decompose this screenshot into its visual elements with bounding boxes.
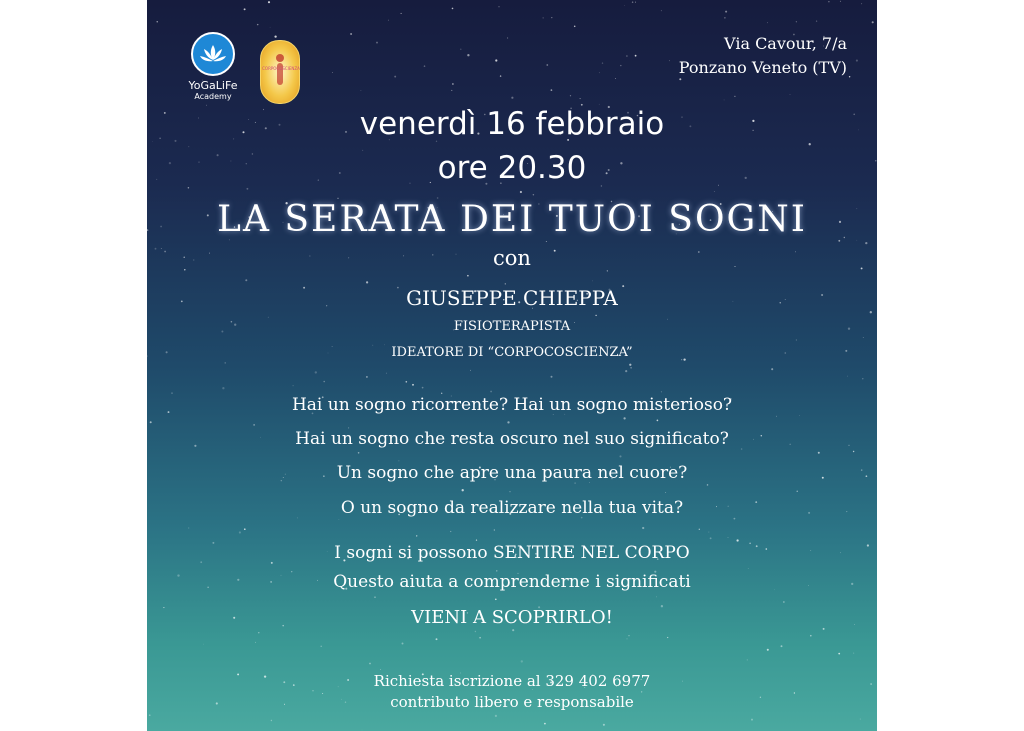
question-line: Hai un sogno che resta oscuro nel suo significato?: [295, 429, 729, 449]
star: [635, 55, 637, 57]
event-poster: [147, 0, 877, 731]
star: [551, 17, 552, 18]
star: [150, 421, 152, 423]
star: [470, 370, 471, 371]
star: [748, 568, 749, 569]
star: [632, 1, 633, 2]
star: [388, 20, 389, 21]
star: [796, 339, 797, 340]
star: [358, 452, 360, 454]
star: [853, 653, 854, 654]
star: [406, 381, 408, 383]
star: [332, 72, 333, 73]
star: [724, 99, 725, 100]
star: [386, 373, 387, 374]
star: [293, 385, 294, 386]
star: [511, 97, 513, 99]
question-line: Un sogno che apre una paura nel cuore?: [336, 463, 688, 483]
star: [665, 492, 666, 493]
star: [467, 54, 469, 56]
star: [315, 371, 317, 373]
star: [495, 59, 497, 61]
address: [679, 32, 847, 80]
star: [767, 649, 769, 651]
star: [380, 669, 381, 670]
star: [863, 337, 864, 338]
star: [253, 424, 255, 426]
star: [244, 8, 246, 10]
event-date: venerdì 16 febbraio: [359, 106, 665, 142]
star: [626, 55, 628, 57]
star: [424, 65, 426, 67]
star: [461, 49, 462, 50]
star: [500, 75, 501, 76]
star: [840, 1, 841, 2]
star: [767, 22, 768, 23]
star: [369, 663, 371, 665]
star: [475, 631, 476, 632]
star: [861, 3, 862, 4]
star: [623, 417, 625, 419]
star: [751, 719, 753, 721]
star: [203, 644, 204, 645]
star: [657, 420, 659, 422]
with-label: con: [493, 246, 531, 270]
yogalife-name: YoGaLiFe: [188, 79, 238, 92]
star: [747, 659, 748, 660]
star: [467, 275, 469, 277]
star: [149, 714, 151, 716]
star: [771, 368, 773, 370]
star: [856, 60, 858, 62]
star: [274, 35, 276, 37]
star: [495, 598, 497, 600]
star: [656, 597, 657, 598]
star: [624, 5, 625, 6]
question-line: O un sogno da realizzare nella tua vita?: [340, 498, 684, 518]
star: [629, 364, 631, 366]
star: [669, 60, 670, 61]
star: [225, 362, 226, 363]
star: [797, 491, 798, 492]
star: [551, 89, 553, 91]
call-to-action: VIENI A SCOPRIRLO!: [411, 607, 613, 628]
star: [507, 37, 508, 38]
star: [544, 723, 546, 725]
star: [860, 719, 861, 720]
star: [416, 535, 417, 536]
star: [222, 387, 224, 389]
star: [635, 2, 636, 3]
star: [724, 17, 725, 18]
star: [790, 94, 791, 95]
star: [521, 660, 523, 662]
event-time: ore 20.30: [437, 150, 587, 186]
star: [376, 42, 378, 44]
star: [551, 376, 553, 378]
star: [452, 83, 454, 85]
figure-icon: [261, 41, 299, 103]
star: [630, 367, 632, 369]
star: [862, 378, 863, 379]
star: [188, 528, 189, 529]
star: [615, 78, 616, 79]
star: [725, 11, 727, 13]
address-street: Via Cavour, 7/a: [724, 34, 847, 53]
star: [570, 95, 571, 96]
star: [710, 537, 712, 539]
star: [246, 188, 248, 190]
question-line: Hai un sogno ricorrente? Hai un sogno misterioso?: [291, 395, 733, 415]
message-line: I sogni si possono SENTIRE NEL CORPO: [334, 543, 690, 563]
star: [818, 452, 820, 454]
star: [157, 21, 158, 22]
star: [495, 715, 497, 717]
star: [360, 90, 361, 91]
star: [462, 489, 464, 491]
yogalife-logo: [183, 32, 243, 101]
star: [374, 596, 375, 597]
star: [451, 90, 452, 91]
star: [625, 370, 627, 372]
event-title: LA SERATA DEI TUOI SOGNI: [217, 199, 807, 240]
speaker-role-2: IDEATORE DI “CORPOCOSCIENZA”: [391, 345, 633, 360]
star: [592, 281, 593, 282]
star: [255, 642, 256, 643]
star: [401, 13, 402, 14]
star: [872, 21, 874, 23]
star: [734, 96, 735, 97]
registration-info: Richiesta iscrizione al 329 402 6977: [373, 672, 651, 690]
star: [816, 20, 817, 21]
star: [580, 98, 581, 99]
star: [728, 537, 729, 538]
star: [402, 643, 404, 645]
star: [436, 638, 438, 640]
star: [627, 638, 628, 639]
star: [619, 455, 621, 457]
star: [270, 27, 271, 28]
star: [244, 528, 246, 530]
star: [412, 384, 414, 386]
star: [494, 529, 495, 530]
star: [838, 653, 840, 655]
star: [783, 601, 784, 602]
star: [320, 646, 321, 647]
star: [257, 24, 258, 25]
star: [543, 17, 544, 18]
message-line: Questo aiuta a comprenderne i significati: [333, 572, 691, 592]
yogalife-sub: Academy: [194, 92, 232, 101]
star: [507, 421, 509, 423]
star: [271, 720, 272, 721]
star: [362, 730, 363, 731]
star: [595, 315, 596, 316]
star: [667, 637, 668, 638]
star: [394, 76, 396, 78]
lotus-icon: [191, 32, 235, 76]
address-city: Ponzano Veneto (TV): [678, 58, 847, 77]
speaker-role: FISIOTERAPISTA: [453, 319, 571, 334]
star: [602, 62, 603, 63]
star: [245, 279, 247, 281]
star: [452, 8, 454, 10]
star: [849, 76, 850, 77]
star: [599, 72, 600, 73]
star: [628, 635, 629, 636]
star: [366, 376, 368, 378]
star: [499, 6, 500, 7]
star: [546, 64, 548, 66]
star: [350, 33, 352, 35]
star: [450, 531, 451, 532]
star: [603, 724, 605, 726]
star: [699, 529, 700, 530]
star: [509, 491, 510, 492]
star: [781, 645, 783, 647]
star: [810, 635, 812, 637]
star: [188, 146, 189, 147]
corpocoscienza-text: CORPOCOSCIENZA: [262, 66, 300, 71]
star: [661, 10, 662, 11]
star: [620, 65, 621, 66]
star: [574, 26, 576, 28]
speaker-name: GIUSEPPE CHIEPPA: [406, 286, 618, 310]
star: [323, 381, 325, 383]
star: [847, 376, 848, 377]
star: [239, 531, 241, 533]
star: [479, 637, 481, 639]
star: [828, 1, 829, 2]
star: [708, 532, 709, 533]
star: [796, 21, 797, 22]
corpocoscienza-logo: [260, 40, 300, 104]
star: [642, 527, 644, 529]
star: [258, 632, 259, 633]
star: [422, 387, 424, 389]
star: [268, 1, 270, 3]
contribution-info: contributo libero e responsabile: [390, 693, 634, 711]
